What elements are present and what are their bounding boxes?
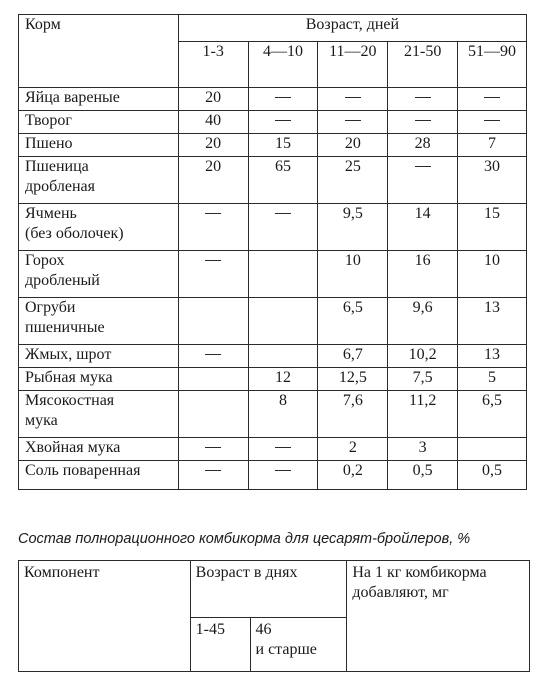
dash-mark: [484, 120, 500, 121]
value-cell: 40: [178, 111, 248, 134]
value-cell: 20: [318, 134, 388, 157]
feed-column-header: Корм: [19, 15, 179, 88]
value-cell: 20: [178, 134, 248, 157]
dash-mark: [205, 213, 221, 214]
value-cell: [458, 111, 527, 134]
dash-mark: [415, 97, 431, 98]
age-group-line: 1-45: [195, 621, 225, 638]
age-group-46-plus: [250, 618, 347, 672]
age-group-1-45: [190, 618, 250, 672]
value-cell: [318, 88, 388, 111]
table-row: [19, 88, 527, 111]
feed-name-line: Яйца вареные: [25, 89, 120, 106]
value-cell: 28: [388, 134, 458, 157]
value-cell: 3: [388, 438, 458, 461]
feed-name-cell: [19, 157, 179, 204]
age-group-line: 46: [255, 621, 272, 638]
value-cell: [318, 111, 388, 134]
dash-mark: [345, 120, 361, 121]
value-cell: 5: [458, 368, 527, 391]
feed-name-cell: [19, 251, 179, 298]
dash-mark: [415, 166, 431, 167]
age-group-header: 11—20: [318, 42, 388, 88]
feed-name-line: Жмых, шрот: [25, 346, 112, 363]
value-cell: [388, 88, 458, 111]
feed-name-cell: [19, 88, 179, 111]
feed-name-line: Горох: [25, 252, 65, 269]
feed-name-cell: [19, 368, 179, 391]
value-cell: 15: [458, 204, 527, 251]
feed-name-cell: [19, 438, 179, 461]
table-row: [19, 251, 527, 298]
value-cell: 13: [458, 345, 527, 368]
value-cell: 6,5: [458, 391, 527, 438]
table-row: [19, 204, 527, 251]
value-cell: [388, 157, 458, 204]
value-cell: 0,2: [318, 461, 388, 490]
dash-mark: [275, 213, 291, 214]
value-cell: [178, 204, 248, 251]
feed-name-line: (без оболочек): [25, 225, 124, 242]
per-kg-header-line: добавляют, мг: [352, 584, 449, 601]
value-cell: [248, 345, 318, 368]
feed-name-line: Пшеница: [25, 158, 89, 175]
feed-name-line: Соль поваренная: [25, 462, 141, 479]
value-cell: [248, 204, 318, 251]
value-cell: [248, 461, 318, 490]
age-column-header: Возраст, дней: [178, 15, 526, 42]
feed-name-line: дробленая: [25, 178, 95, 195]
value-cell: 13: [458, 298, 527, 345]
feed-name-line: пшеничные: [25, 319, 105, 336]
feed-name-cell: [19, 111, 179, 134]
value-cell: [388, 111, 458, 134]
feed-name-line: Пшено: [25, 135, 73, 152]
value-cell: 15: [248, 134, 318, 157]
value-cell: [458, 88, 527, 111]
value-cell: 7: [458, 134, 527, 157]
value-cell: 6,5: [318, 298, 388, 345]
feed-name-line: Мясокостная: [25, 392, 115, 409]
age-group-header: 21-50: [388, 42, 458, 88]
value-cell: 7,6: [318, 391, 388, 438]
value-cell: [178, 298, 248, 345]
feed-name-cell: [19, 134, 179, 157]
dash-mark: [205, 447, 221, 448]
feed-name-line: Ячмень: [25, 205, 77, 222]
value-cell: 7,5: [388, 368, 458, 391]
dash-mark: [275, 470, 291, 471]
dash-mark: [205, 354, 221, 355]
age-group-header: 4—10: [248, 42, 318, 88]
supplement-table: [18, 560, 530, 672]
value-cell: [178, 461, 248, 490]
feed-name-line: Огруби: [25, 299, 76, 316]
table-caption: Состав полнорационного комбикорма для цесарят-бройлеров, %: [18, 531, 471, 547]
feed-name-cell: [19, 345, 179, 368]
table-row: [19, 438, 527, 461]
value-cell: 10,2: [388, 345, 458, 368]
dash-mark: [484, 97, 500, 98]
table-row: [19, 157, 527, 204]
value-cell: [178, 391, 248, 438]
value-cell: 14: [388, 204, 458, 251]
feed-name-line: Рыбная мука: [25, 369, 113, 386]
value-cell: 0,5: [388, 461, 458, 490]
value-cell: 12: [248, 368, 318, 391]
table-row: [19, 391, 527, 438]
value-cell: 11,2: [388, 391, 458, 438]
value-cell: 12,5: [318, 368, 388, 391]
dash-mark: [345, 97, 361, 98]
dash-mark: [275, 447, 291, 448]
value-cell: 25: [318, 157, 388, 204]
value-cell: [248, 438, 318, 461]
age-group-line: и старше: [255, 641, 317, 658]
feed-ration-table: [18, 14, 527, 490]
value-cell: 9,5: [318, 204, 388, 251]
table-row: [19, 368, 527, 391]
feed-name-line: Творог: [25, 112, 72, 129]
value-cell: 0,5: [458, 461, 527, 490]
component-header: Компонент: [19, 561, 191, 672]
feed-name-line: дробленый: [25, 272, 100, 289]
value-cell: 16: [388, 251, 458, 298]
feed-name-cell: [19, 391, 179, 438]
per-kg-header: [347, 561, 530, 672]
table-row: [19, 461, 527, 490]
feed-name-line: Хвойная мука: [25, 439, 121, 456]
value-cell: [178, 251, 248, 298]
table-row: [19, 134, 527, 157]
dash-mark: [205, 470, 221, 471]
value-cell: 65: [248, 157, 318, 204]
table-row: [19, 298, 527, 345]
value-cell: [248, 111, 318, 134]
feed-name-cell: [19, 461, 179, 490]
per-kg-header-line: На 1 кг комбикорма: [352, 564, 487, 581]
dash-mark: [275, 97, 291, 98]
age-group-header: 51—90: [458, 42, 527, 88]
value-cell: [458, 438, 527, 461]
value-cell: [248, 298, 318, 345]
value-cell: [248, 88, 318, 111]
value-cell: 10: [458, 251, 527, 298]
value-cell: [248, 251, 318, 298]
value-cell: 6,7: [318, 345, 388, 368]
value-cell: 8: [248, 391, 318, 438]
value-cell: 10: [318, 251, 388, 298]
table-row: [19, 345, 527, 368]
dash-mark: [415, 120, 431, 121]
dash-mark: [205, 260, 221, 261]
value-cell: [178, 345, 248, 368]
feed-name-line: мука: [25, 412, 58, 429]
age-in-days-header: Возраст в днях: [190, 561, 347, 618]
feed-name-cell: [19, 204, 179, 251]
value-cell: 2: [318, 438, 388, 461]
value-cell: 30: [458, 157, 527, 204]
age-group-header: 1-3: [178, 42, 248, 88]
feed-name-cell: [19, 298, 179, 345]
dash-mark: [275, 120, 291, 121]
table-row: [19, 111, 527, 134]
value-cell: 20: [178, 88, 248, 111]
value-cell: [178, 438, 248, 461]
value-cell: 9,6: [388, 298, 458, 345]
value-cell: [178, 368, 248, 391]
value-cell: 20: [178, 157, 248, 204]
